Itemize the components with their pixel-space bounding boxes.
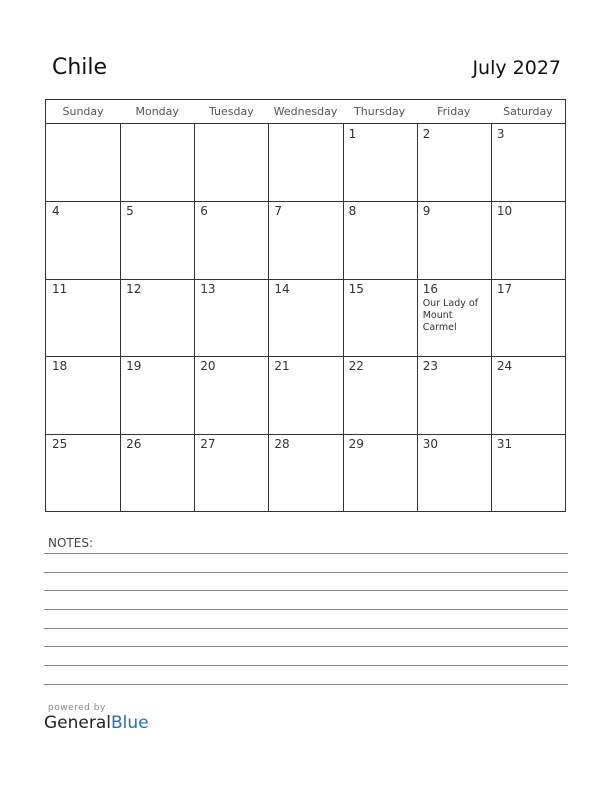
day-number: 10 xyxy=(496,204,513,219)
weekday-label: Saturday xyxy=(503,105,553,118)
day-number: 5 xyxy=(126,204,134,219)
day-cell xyxy=(268,356,342,433)
grid-column-divider xyxy=(194,124,195,511)
day-number: 23 xyxy=(422,359,438,374)
day-cells xyxy=(46,124,565,511)
day-cell xyxy=(491,124,565,201)
note-line xyxy=(44,590,568,591)
day-number: 14 xyxy=(274,281,290,296)
notes-label: NOTES: xyxy=(48,536,93,550)
day-number: 31 xyxy=(496,436,513,451)
weekday-label: Monday xyxy=(135,105,179,118)
day-cell xyxy=(194,124,268,201)
day-number: 21 xyxy=(274,359,290,374)
day-cell xyxy=(194,201,268,278)
brand-part-blue: Blue xyxy=(111,713,149,733)
day-number: 12 xyxy=(126,281,142,296)
note-line xyxy=(44,665,568,666)
day-cell xyxy=(120,201,194,278)
day-number: 2 xyxy=(422,127,431,141)
day-number: 28 xyxy=(274,436,290,451)
weekday-label: Friday xyxy=(437,105,471,118)
day-number: 27 xyxy=(200,436,216,451)
country-title: Chile xyxy=(52,55,108,80)
day-cell xyxy=(491,356,565,433)
day-cell xyxy=(417,279,491,356)
day-number: 9 xyxy=(422,204,431,219)
day-cell xyxy=(120,279,194,356)
day-cell xyxy=(491,434,565,511)
day-number: 3 xyxy=(496,127,505,141)
weekday-label: Thursday xyxy=(354,105,406,118)
grid-row-divider xyxy=(46,279,565,280)
day-cell xyxy=(491,201,565,278)
brand-part-general: General xyxy=(44,713,111,733)
note-line xyxy=(44,572,568,573)
day-cell xyxy=(343,201,417,278)
grid-column-divider xyxy=(417,124,418,511)
day-cell xyxy=(120,434,194,511)
day-number: 25 xyxy=(52,436,68,451)
day-cell xyxy=(46,356,120,433)
weekday-label: Wednesday xyxy=(273,105,338,118)
day-number: 29 xyxy=(348,436,364,451)
holiday-label: Our Lady of Mount Carmel xyxy=(422,297,479,333)
day-cell xyxy=(46,434,120,511)
calendar-grid xyxy=(45,99,566,512)
day-cell xyxy=(268,434,342,511)
day-cell xyxy=(417,124,491,201)
day-cell xyxy=(417,434,491,511)
day-number: 11 xyxy=(52,281,68,296)
grid-column-divider xyxy=(268,124,269,511)
day-number: 4 xyxy=(52,204,60,219)
day-number: 19 xyxy=(126,359,142,374)
grid-row-divider xyxy=(46,356,565,357)
day-cell xyxy=(343,124,417,201)
day-number: 18 xyxy=(52,359,68,374)
note-line xyxy=(44,609,568,610)
note-line xyxy=(44,684,568,685)
day-cell xyxy=(417,201,491,278)
day-cell xyxy=(491,279,565,356)
day-number: 6 xyxy=(200,204,208,219)
grid-column-divider xyxy=(491,124,492,511)
powered-by-text: powered by xyxy=(48,703,106,713)
day-cell xyxy=(46,124,120,201)
day-cell xyxy=(120,356,194,433)
note-line xyxy=(44,553,568,554)
day-number: 13 xyxy=(200,281,216,296)
day-cell xyxy=(268,201,342,278)
day-number: 26 xyxy=(126,436,142,451)
note-line xyxy=(44,646,568,647)
day-cell xyxy=(268,124,342,201)
day-cell xyxy=(194,279,268,356)
day-number: 30 xyxy=(422,436,438,451)
day-number: 15 xyxy=(348,281,364,296)
day-number: 7 xyxy=(274,204,283,219)
grid-column-divider xyxy=(343,124,344,511)
day-number: 16 xyxy=(422,281,438,296)
day-cell xyxy=(120,124,194,201)
day-cell xyxy=(343,279,417,356)
note-line xyxy=(44,628,568,629)
day-number: 22 xyxy=(348,359,364,374)
day-number: 1 xyxy=(348,127,357,141)
day-cell xyxy=(46,201,120,278)
day-number: 24 xyxy=(496,359,513,374)
day-cell xyxy=(268,279,342,356)
day-cell xyxy=(194,434,268,511)
weekday-header-row xyxy=(46,100,565,124)
day-cell xyxy=(343,434,417,511)
month-title: July 2027 xyxy=(472,57,561,79)
day-cell xyxy=(194,356,268,433)
brand-logo xyxy=(44,703,149,733)
grid-column-divider xyxy=(120,124,121,511)
day-cell xyxy=(343,356,417,433)
weekday-label: Tuesday xyxy=(208,105,254,118)
brand-name xyxy=(44,713,149,733)
day-number: 17 xyxy=(496,281,513,296)
grid-row-divider xyxy=(46,434,565,435)
day-number: 20 xyxy=(200,359,216,374)
day-cell xyxy=(46,279,120,356)
day-cell xyxy=(417,356,491,433)
weekday-label: Sunday xyxy=(62,105,104,118)
grid-row-divider xyxy=(46,201,565,202)
day-number: 8 xyxy=(348,204,357,219)
